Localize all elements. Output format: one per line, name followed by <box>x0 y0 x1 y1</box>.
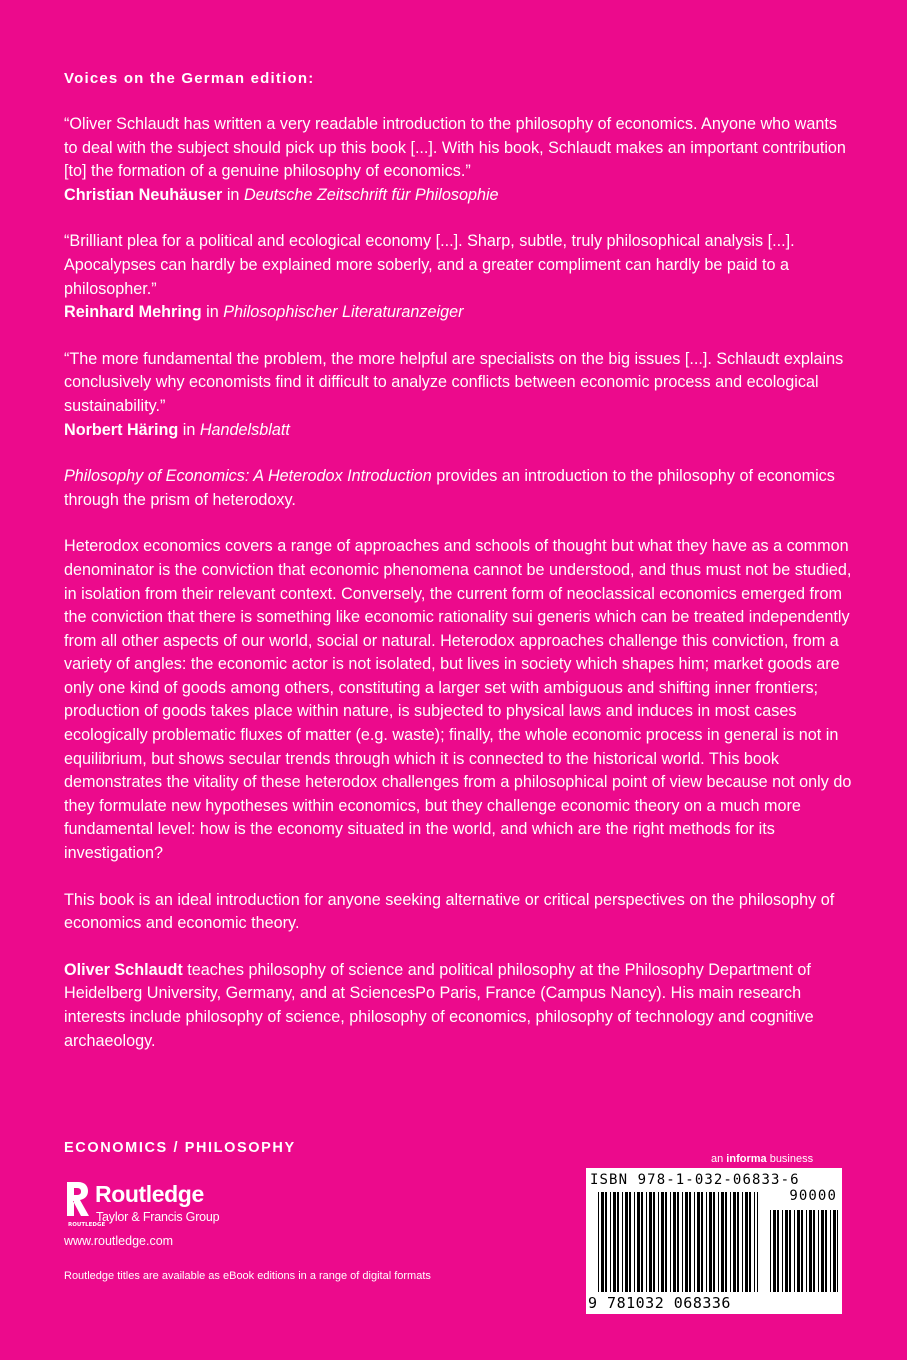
intro-text: provides an introduction to the philosophy of economics through the prism of heterodoxy. <box>64 467 835 509</box>
barcode-bar <box>773 1210 776 1292</box>
isbn-barcode <box>586 1168 842 1314</box>
barcode-bar <box>617 1192 619 1292</box>
back-cover-text <box>64 70 854 1076</box>
author-bio-text: teaches philosophy of science and political philosophy at the Philosophy Department of Heidelberg University, Germany, and at SciencesPo Paris, France (Campus Nancy). His main research interests include philosophy of science, philosophy of economics, philosophy of technology and cognitive archaeology. <box>64 960 814 1050</box>
barcode-bar <box>709 1192 712 1292</box>
ebook-note: Routledge titles are available as eBook editions in a range of digital formats <box>64 1270 431 1282</box>
barcode-bar <box>818 1210 819 1292</box>
barcode-bar <box>658 1192 659 1292</box>
informa-brand: informa <box>726 1153 767 1165</box>
barcode-bar <box>613 1192 616 1292</box>
informa-business <box>711 1153 813 1165</box>
barcode-bar <box>629 1192 631 1292</box>
subject-category: ECONOMICS / PHILOSOPHY <box>64 1140 296 1156</box>
barcode-bar <box>634 1192 635 1292</box>
isbn-text: ISBN 978-1-032-06833-6 <box>590 1172 800 1188</box>
barcode-bar <box>718 1192 719 1292</box>
barcode-bar <box>757 1192 758 1292</box>
informa-prefix: an <box>711 1153 727 1165</box>
review-3 <box>64 348 854 442</box>
review-source: Handelsblatt <box>199 420 290 439</box>
barcode-bar <box>625 1192 628 1292</box>
barcode-bar <box>737 1192 739 1292</box>
review-1 <box>64 113 854 207</box>
intro-paragraph <box>64 465 854 512</box>
description-paragraph: Heterodox economics covers a range of approaches and schools of thought but what they have as a common denominator is the conviction that economic phenomena cannot be understood, and thus must not be studied, in isolation from their relevant context. Conversely, the current form of neoclassical economics emerged from the conviction that there is something like economic rationality sui generis which can be treated independently from all other aspects of our world, social or natural. Heterodox approaches challenge this conviction, from a variety of angles: the economic actor is not isolated, but lives in society which shapes him; market goods are only one kind of goods among others, constituting a larger set with ambiguous and shifting inner frontiers; production of goods takes place within nature, is subjected to physical laws and induces in most cases ecologically problematic fluxes of matter (e.g. waste); finally, the whole economic process in general is not in equilibrium, but shows secular trends through which it is connected to the historical world. This book demonstrates the vitality of these heterodox challenges from a philosophical point of view because not only do they formulate new hypotheses within economics, but they challenge economic theory on a much more fundamental level: how is the economy situated in the world, and which are the right methods for its investigation? <box>64 537 852 863</box>
publisher-url: www.routledge.com <box>64 1234 174 1248</box>
barcode-bar <box>754 1192 755 1292</box>
barcode-bar <box>665 1192 667 1292</box>
barcode-bar <box>837 1210 838 1292</box>
publisher-subtitle: Taylor & Francis Group <box>96 1210 220 1224</box>
review-source: Philosophischer Literaturanzeiger <box>223 303 464 322</box>
barcode-bar <box>742 1192 743 1292</box>
price-code: 90000 <box>789 1188 837 1204</box>
barcode-bar <box>641 1192 643 1292</box>
barcode-bar <box>673 1192 676 1292</box>
review-2 <box>64 230 854 324</box>
barcode-bar <box>610 1192 611 1292</box>
barcode-bar <box>706 1192 707 1292</box>
barcode-bar <box>713 1192 715 1292</box>
barcode-bar <box>598 1192 599 1292</box>
review-author: Christian Neuhäuser <box>64 185 223 204</box>
barcode-bar <box>733 1192 736 1292</box>
barcode-bar <box>809 1210 812 1292</box>
barcode-bar <box>653 1192 655 1292</box>
barcode-bar <box>782 1210 783 1292</box>
barcode-bar <box>813 1210 815 1292</box>
barcode-bar <box>785 1210 788 1292</box>
barcode-bar <box>830 1210 831 1292</box>
routledge-logo <box>64 1180 264 1230</box>
barcode-bar <box>637 1192 640 1292</box>
barcode-bar <box>797 1210 800 1292</box>
barcode-bar <box>825 1210 827 1292</box>
barcode-bar <box>777 1210 779 1292</box>
barcode-bar <box>677 1192 679 1292</box>
barcode-bar <box>685 1192 688 1292</box>
review-connector: in <box>178 420 200 439</box>
publisher-name: Routledge <box>95 1181 204 1207</box>
barcode-bar <box>622 1192 623 1292</box>
barcode-digits: 9 781032 068336 <box>588 1294 731 1312</box>
barcode-bar <box>730 1192 731 1292</box>
barcode-bar <box>605 1192 607 1292</box>
barcode-bar <box>770 1210 771 1292</box>
barcode-bar <box>661 1192 664 1292</box>
barcode-bar <box>601 1192 604 1292</box>
book-title: Philosophy of Economics: A Heterodox Introduction <box>64 467 432 486</box>
review-author: Reinhard Mehring <box>64 303 202 322</box>
review-source: Deutsche Zeitschrift für Philosophie <box>243 185 499 204</box>
informa-suffix: business <box>766 1153 814 1165</box>
routledge-r-icon <box>64 1180 106 1228</box>
barcode-bar <box>801 1210 803 1292</box>
barcode-bar <box>821 1210 824 1292</box>
barcode-bar <box>646 1192 647 1292</box>
barcode-bar <box>670 1192 671 1292</box>
ideal-paragraph: This book is an ideal introduction for anyone seeking alternative or critical perspectives on the philosophy of economics and economic theory. <box>64 890 835 933</box>
barcode-bar <box>721 1192 724 1292</box>
review-quote: “The more fundamental the problem, the more helpful are specialists on the big issues [...]. Schlaudt explains conclusively why economists find it difficult to analyze conflicts between economic process and ecological sustainability.” <box>64 349 844 415</box>
barcode-bar <box>689 1192 691 1292</box>
author-bio <box>64 959 854 1053</box>
review-connector: in <box>222 185 244 204</box>
barcode-bar <box>701 1192 703 1292</box>
svg-text:ROUTLEDGE: ROUTLEDGE <box>68 1222 106 1228</box>
barcode-bar <box>789 1210 791 1292</box>
author-name: Oliver Schlaudt <box>64 960 183 979</box>
barcode-bar <box>725 1192 727 1292</box>
barcode-bar <box>806 1210 807 1292</box>
reviews-heading: Voices on the German edition: <box>64 70 315 87</box>
review-quote: “Brilliant plea for a political and ecological economy [...]. Sharp, subtle, truly philosophical analysis [...]. Apocalypses can hardly be explained more soberly, and a greater compliment can hardly be paid to a philosopher.” <box>64 232 795 298</box>
barcode-bar <box>649 1192 652 1292</box>
barcode-bar <box>745 1192 748 1292</box>
barcode-bar <box>697 1192 700 1292</box>
review-author: Norbert Häring <box>64 420 179 439</box>
barcode-bar <box>749 1192 751 1292</box>
review-connector: in <box>201 303 224 322</box>
barcode-bar <box>833 1210 836 1292</box>
barcode-bar <box>682 1192 683 1292</box>
review-quote: “Oliver Schlaudt has written a very readable introduction to the philosophy of economics. Anyone who wants to deal with the subject should pick up this book [...]. With his book, Schlaudt makes an important contribution [to] the formation of a genuine philosophy of economics.” <box>64 115 846 181</box>
barcode-bar <box>694 1192 695 1292</box>
barcode-bar <box>794 1210 795 1292</box>
